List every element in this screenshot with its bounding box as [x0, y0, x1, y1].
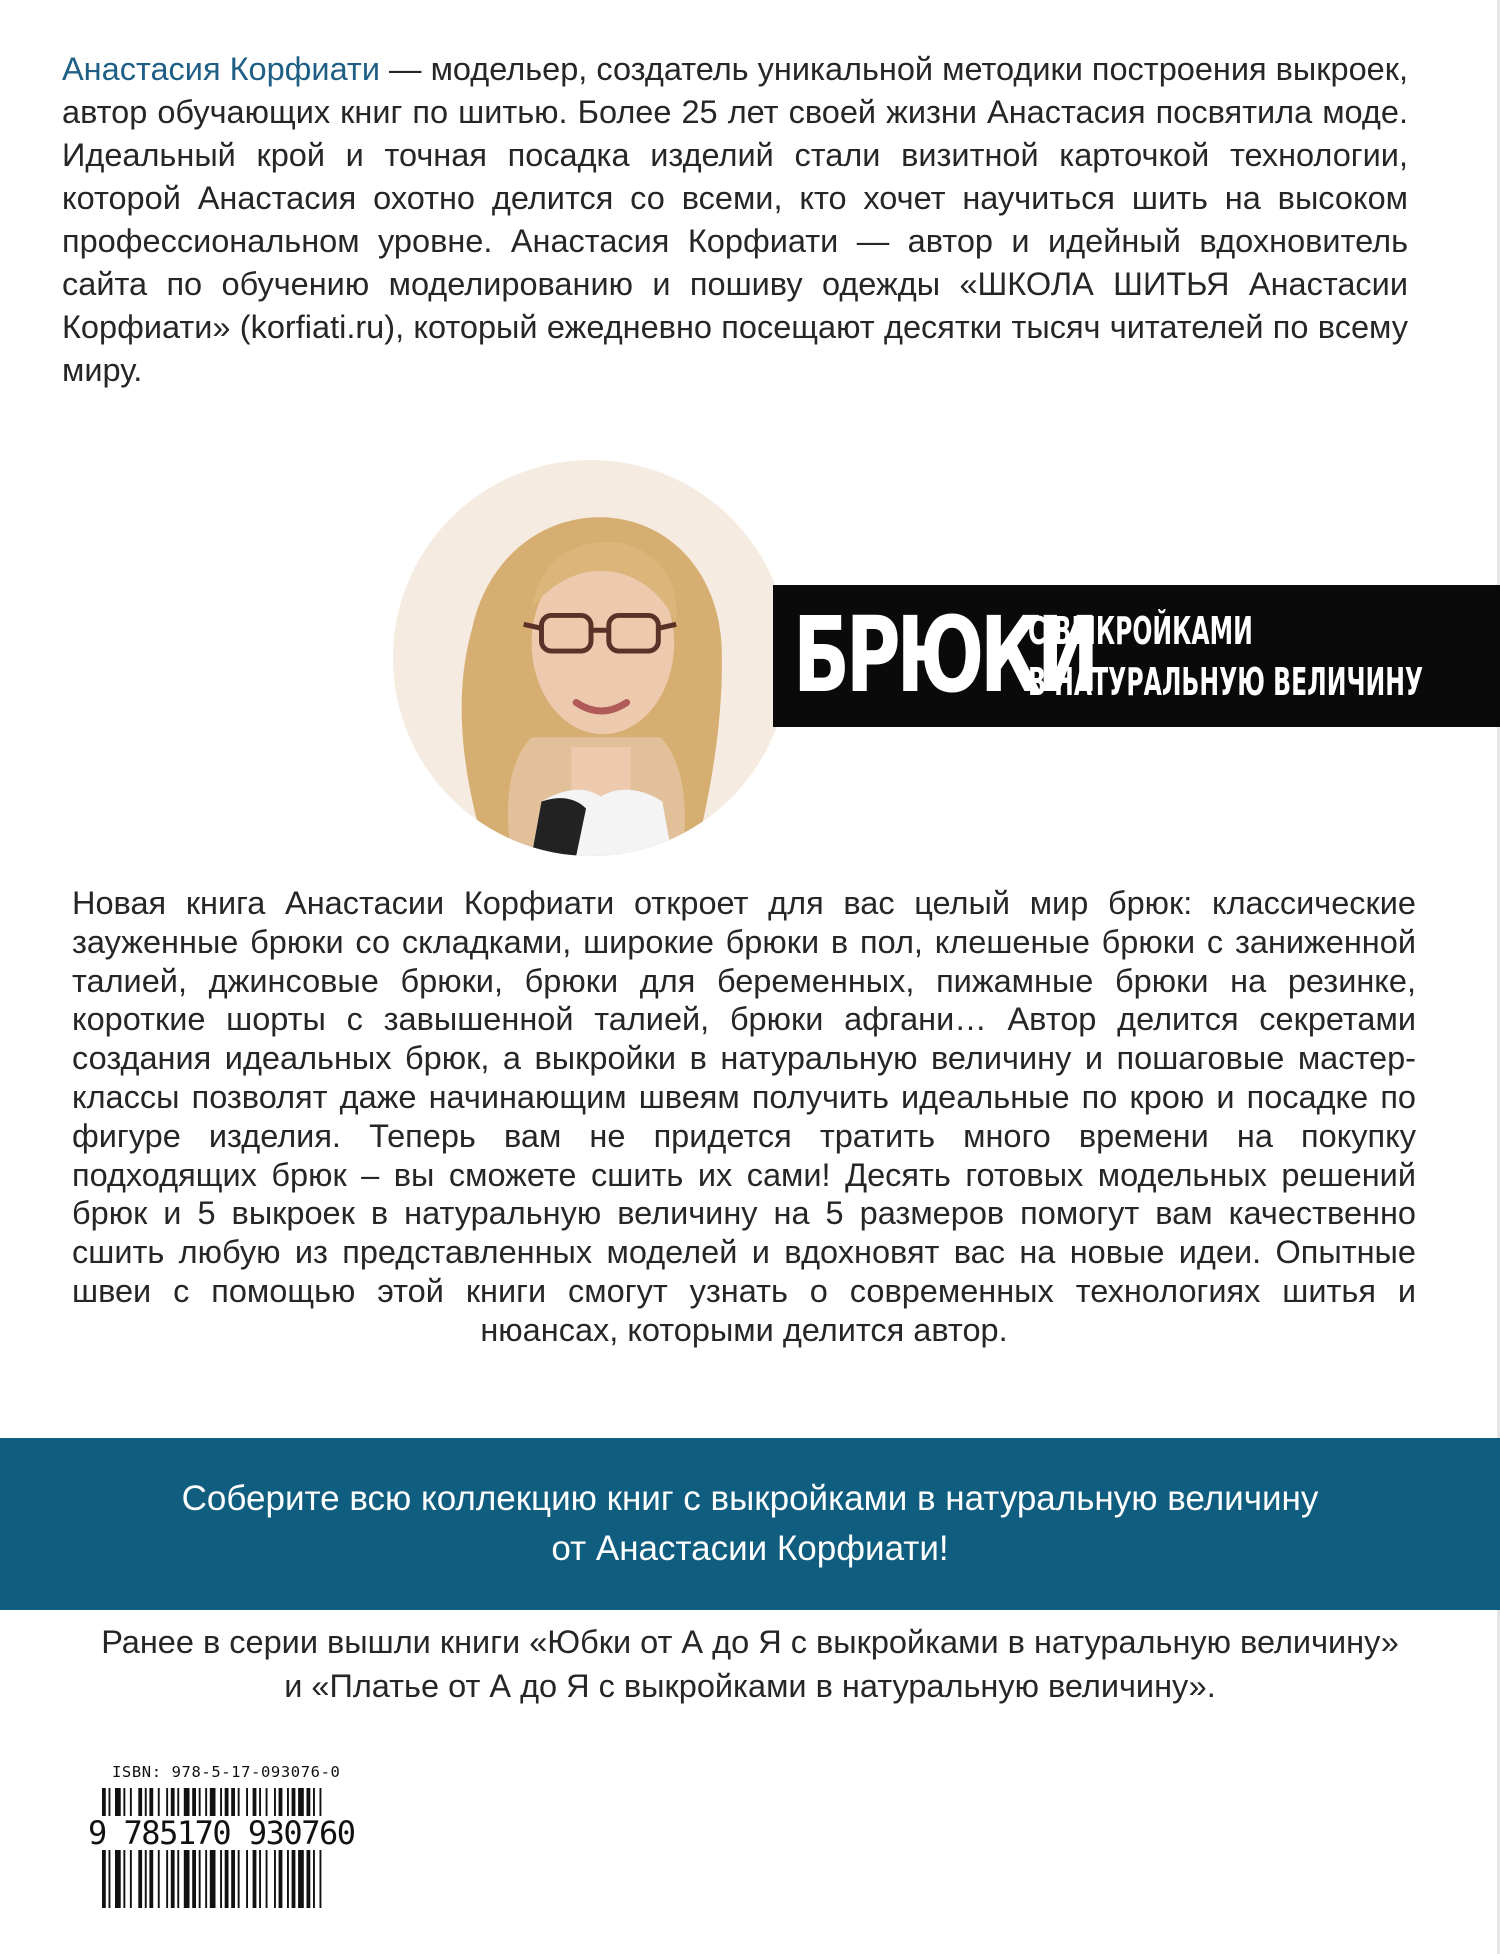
isbn-label: ISBN: 978-5-17-093076-0	[112, 1763, 341, 1781]
previous-series-line1: Ранее в серии вышли книги «Юбки от А до Я с выкройками в натуральную величину»	[101, 1624, 1399, 1660]
collection-banner-text	[40, 1474, 1460, 1574]
book-description: Новая книга Анастасии Корфиати откроет для вас целый мир брюк: классические зауженные брюки со складками, широкие брюки в пол, клешеные брюки с заниженной талией, джинсовые брюки, брюки для беременных, пижамные брюки на резинке, короткие шорты с завышенной талией, брюки афгани… Автор делится секретами создания идеальных брюк, а выкройки в натуральную величину и пошаговые мастер-классы позволят даже начинающим швеям получить идеальные по крою и посадке по фигуре изделия. Теперь вам не придется тратить много времени на покупку подходящих брюк – вы сможете сшить их сами! Десять готовых модельных решений брюк и 5 выкроек в натуральную величину на 5 размеров помогут вам качественно сшить любую из представленных моделей и вдохновят вас на новые идеи. Опытные швеи с помощью этой книги смогут узнать о современных технологиях шитья и нюансах, которыми делится автор.	[72, 885, 1416, 1348]
author-photo	[393, 460, 789, 856]
collection-banner	[0, 1438, 1500, 1610]
barcode-digits: 9 785170 930760	[88, 1814, 355, 1852]
collection-banner-line2: от Анастасии Корфиати!	[551, 1529, 949, 1568]
collection-banner-line1: Соберите всю коллекцию книг с выкройками в натуральную величину	[181, 1479, 1319, 1518]
book-subtitle-line1: С ВЫКРОЙКАМИ	[1028, 609, 1253, 653]
book-title: БРЮКИ	[793, 594, 1096, 716]
book-subtitle-line2: В НАТУРАЛЬНУЮ ВЕЛИЧИНУ	[1028, 660, 1424, 704]
book-title-bar	[773, 585, 1500, 727]
author-portrait-illustration	[393, 460, 789, 856]
previous-series-note	[40, 1620, 1460, 1708]
author-bio-text: — модельер, создатель уникальной методики построения выкроек, автор обучающих книг по шитью. Более 25 лет своей жизни Анастасия посвятила моде. Идеальный крой и точная посадка изделий стали визитной карточкой технологии, которой Анастасия охотно делится со всеми, кто хочет научиться шить на высоком профессиональном уровне. Анастасия Корфиати — автор и идейный вдохновитель сайта по обучению моделированию и пошиву одежды «ШКОЛА ШИТЬЯ Анастасии Корфиати» (korfiati.ru), который ежедневно посещают десятки тысяч читателей по всему миру.	[62, 51, 1408, 388]
author-name: Анастасия Корфиати	[62, 51, 380, 87]
author-bio	[62, 48, 1408, 392]
previous-series-line2: и «Платье от А до Я с выкройками в натуральную величину».	[284, 1668, 1216, 1704]
